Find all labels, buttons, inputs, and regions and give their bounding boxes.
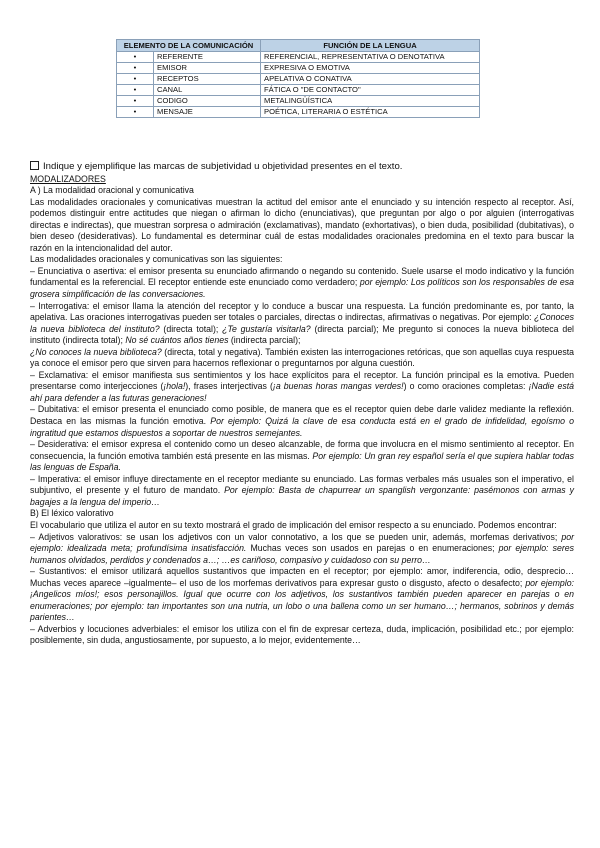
table-header-row — [117, 40, 480, 52]
paragraph-a-intro: Las modalidades oracionales y comunicativas muestran la actitud del emisor ante el enunciado y su intención respecto al receptor. Así, podemos distinguir entre actitudes que niegan o afirman lo dicho (enunciativas), que preguntan por algo o por alguien (interrogativas directas e indirectas), que muestran sorpresa o admiración (exclamativas), mandato (exhortativas), o bien duda, posibilidad (dubitativas), o bien deseo (desiderativas). Lo fundamental es determinar cuál de estas modalidades oracionales predomina en el texto para buscar la razón en la intencionalidad del autor. — [30, 196, 574, 253]
function-cell: POÉTICA, LITERARIA O ESTÉTICA — [261, 107, 480, 118]
paragraph-exclamativa — [30, 370, 574, 405]
desiderativa-text: – Desiderativa: el emisor expresa el contenido como un deseo alcanzable, de forma que involucra en el mismo sentimiento al receptor. En consecuencia, la función emotiva también está presente en las mismas. — [30, 439, 574, 461]
table-row — [117, 74, 480, 85]
exclamativa-mid: ), frases interjectivas ( — [185, 381, 273, 392]
interrogativa-note-4: (directa, total y negativa). También existen las interrogaciones retóricas, que son aquellas cuya respuesta ya conoce el emisor pero que sirven para hacernos reflexionar o preguntarnos por alguna cuestión. — [30, 346, 574, 369]
bullet: • — [117, 85, 154, 96]
paragraph-interrogativa-2 — [30, 347, 574, 370]
task-text: Indique y ejemplifique las marcas de subjetividad u objetividad presentes en el texto. — [43, 161, 403, 172]
section-title — [30, 174, 574, 186]
bullet: • — [117, 74, 154, 85]
paragraph-enunciativa — [30, 266, 574, 301]
dubitativa-example: Por ejemplo: Quizá la clave de esa conducta está en el grado de infidelidad, egoísmo o ingratitud que estamos dispuestos a soportar de nuestros semejantes. — [30, 416, 574, 438]
bullet: • — [117, 63, 154, 74]
element-cell: CODIGO — [154, 96, 261, 107]
table-row — [117, 85, 480, 96]
functions-table-container — [116, 39, 480, 118]
function-cell: REFERENCIAL, REPRESENTATIVA O DENOTATIVA — [261, 52, 480, 63]
table-row — [117, 96, 480, 107]
functions-table — [116, 39, 480, 118]
table-row — [117, 52, 480, 63]
interrogativa-example-1: ¿Conoces la nueva biblioteca del instituto? — [30, 312, 574, 334]
element-cell: EMISOR — [154, 63, 261, 74]
element-cell: CANAL — [154, 85, 261, 96]
paragraph-adjetivos — [30, 532, 574, 567]
interrogativa-example-4: ¿No conoces la nueva biblioteca? — [30, 346, 162, 357]
desiderativa-example: Por ejemplo: Un gran rey español sería el que supiera hablar todas las lenguas de España. — [30, 450, 574, 473]
interrogativa-example-2: ¿Te gustaría visitarla? — [222, 323, 311, 334]
paragraph-a-list-intro: Las modalidades oracionales y comunicativas son las siguientes: — [30, 254, 283, 265]
element-cell: REFERENTE — [154, 52, 261, 63]
exclamativa-example-1: ¡hola! — [163, 381, 186, 392]
imperativa-text: – Imperativa: el emisor influye directamente en el receptor mediante su enunciado. Las formas verbales más usuales son el imperativo, el subjuntivo, el presente y el futuro de mandato. — [30, 473, 574, 496]
adjetivos-example-1: por ejemplo: idealizada meta; profundísima insatisfacción. — [30, 531, 574, 554]
header-function: FUNCIÓN DE LA LENGUA — [261, 40, 480, 52]
interrogativa-text: – Interrogativa: el emisor llama la atención del receptor y lo conduce a buscar una respuesta. La función predominante es, por tanto, la apelativa. Las oraciones interrogativas pueden ser totales o parciales, directas o indirectas, afirmativas o negativas. Por ejemplo: — [30, 300, 574, 323]
function-cell: FÁTICA O "DE CONTACTO" — [261, 85, 480, 96]
interrogativa-note-2: (directa parcial); Me pregunto si conoces la nueva biblioteca del instituto (indirecta total); — [30, 323, 575, 346]
imperativa-example: Por ejemplo: Basta de chapurrear un spanglish vergonzante: pasémonos con armas y bagajes a la lengua del imperio… — [30, 485, 574, 507]
paragraph-b-intro: El vocabulario que utiliza el autor en su texto mostrará el grado de implicación del emisor respecto a su enunciado. Podemos encontrar: — [30, 519, 557, 530]
bullet: • — [117, 107, 154, 118]
exclamativa-example-3: ¡Nadie está ahí para defender a las futuras generaciones! — [30, 381, 575, 403]
paragraph-interrogativa — [30, 301, 574, 347]
sustantivos-example: por ejemplo: ¡Angelicos míos!; esos personajillos. Igual que ocurre con los adjetivos, los sustantivos también pueden aparecer en parejas o en enumeraciones; por ejemplo: tan importantes son una nutria, un lobo o una ballena como un ser humano…; hermanos, sobrinos y demás parientes… — [30, 577, 574, 623]
adjetivos-mid: Muchas veces son usados en parejas o en enumeraciones; — [246, 543, 499, 554]
function-cell: EXPRESIVA O EMOTIVA — [261, 63, 480, 74]
interrogativa-example-3: No sé cuántos años tienes — [125, 335, 229, 346]
enunciativa-example: por ejemplo: Los políticos son los responsables de esa grosera simplificación de las conversaciones. — [30, 277, 574, 300]
enunciativa-text: – Enunciativa o asertiva: el emisor presenta su enunciado afirmando o negando su contenido. Suele usarse el modo indicativo y la función fundamental es la referencial. El receptor entiende este enunciado como verdadero; — [30, 265, 574, 288]
table-row — [117, 107, 480, 118]
sustantivos-text: – Sustantivos: el emisor utilizará aquellos sustantivos que impacten en el receptor; por ejemplo: amor, indiferencia, odio, desprecio… Muchas veces aparece –igualmente– el uso de los morfemas derivativos para expresar gusto o disgusto, afecto o desafecto; — [30, 566, 574, 588]
exclamativa-example-2: ¡a buenas horas mangas verdes! — [272, 381, 404, 392]
interrogativa-note-1: (directa total); — [159, 323, 223, 334]
element-cell: MENSAJE — [154, 107, 261, 118]
paragraph-adverbios: – Adverbios y locuciones adverbiales: el emisor los utiliza con el fin de expresar certeza, duda, implicación, posibilidad etc.; por ejemplo: posiblemente, sin duda, angustiosamente, por supuesto, a lo mejor, evidentemente… — [30, 623, 574, 646]
element-cell: RECEPTOS — [154, 74, 261, 85]
task-line — [30, 161, 574, 173]
document-body — [30, 161, 574, 647]
subsection-b-title: B) El léxico valorativo — [30, 508, 114, 519]
adjetivos-text: – Adjetivos valorativos: se usan los adjetivos con un valor connotativo, a los que se pueden unir, además, morfemas derivativos; — [30, 531, 562, 542]
interrogativa-note-3: (indirecta parcial); — [228, 335, 301, 346]
function-cell: APELATIVA O CONATIVA — [261, 74, 480, 85]
subsection-a-title: A ) La modalidad oracional y comunicativa — [30, 185, 194, 196]
section-title-text: MODALIZADORES — [30, 173, 106, 184]
paragraph-sustantivos — [30, 566, 574, 624]
table-row — [117, 63, 480, 74]
header-element: ELEMENTO DE LA COMUNICACIÓN — [117, 40, 261, 52]
bullet: • — [117, 52, 154, 63]
paragraph-imperativa — [30, 474, 574, 509]
bullet: • — [117, 96, 154, 107]
function-cell: METALINGÜÍSTICA — [261, 96, 480, 107]
exclamativa-mid-2: ) o como oraciones completas: — [403, 381, 529, 392]
paragraph-dubitativa — [30, 404, 574, 439]
dubitativa-text: – Dubitativa: el emisor presenta el enunciado como posible, de manera que es el receptor quien debe darle validez mediante la reflexión. Destaca en las mismas la función emotiva. — [30, 404, 574, 427]
exclamativa-text: – Exclamativa: el emisor manifiesta sus sentimientos y los hace explícitos para el receptor. La función principal es la emotiva. Pueden presentarse como interjecciones ( — [30, 369, 574, 392]
checkbox-icon — [30, 161, 39, 170]
adjetivos-example-2: por ejemplo: seres humanos olvidados, perdidos y condenados a…; …es cariñoso, compasivo y cuidadoso con su perro… — [30, 543, 575, 565]
paragraph-desiderativa — [30, 439, 574, 474]
